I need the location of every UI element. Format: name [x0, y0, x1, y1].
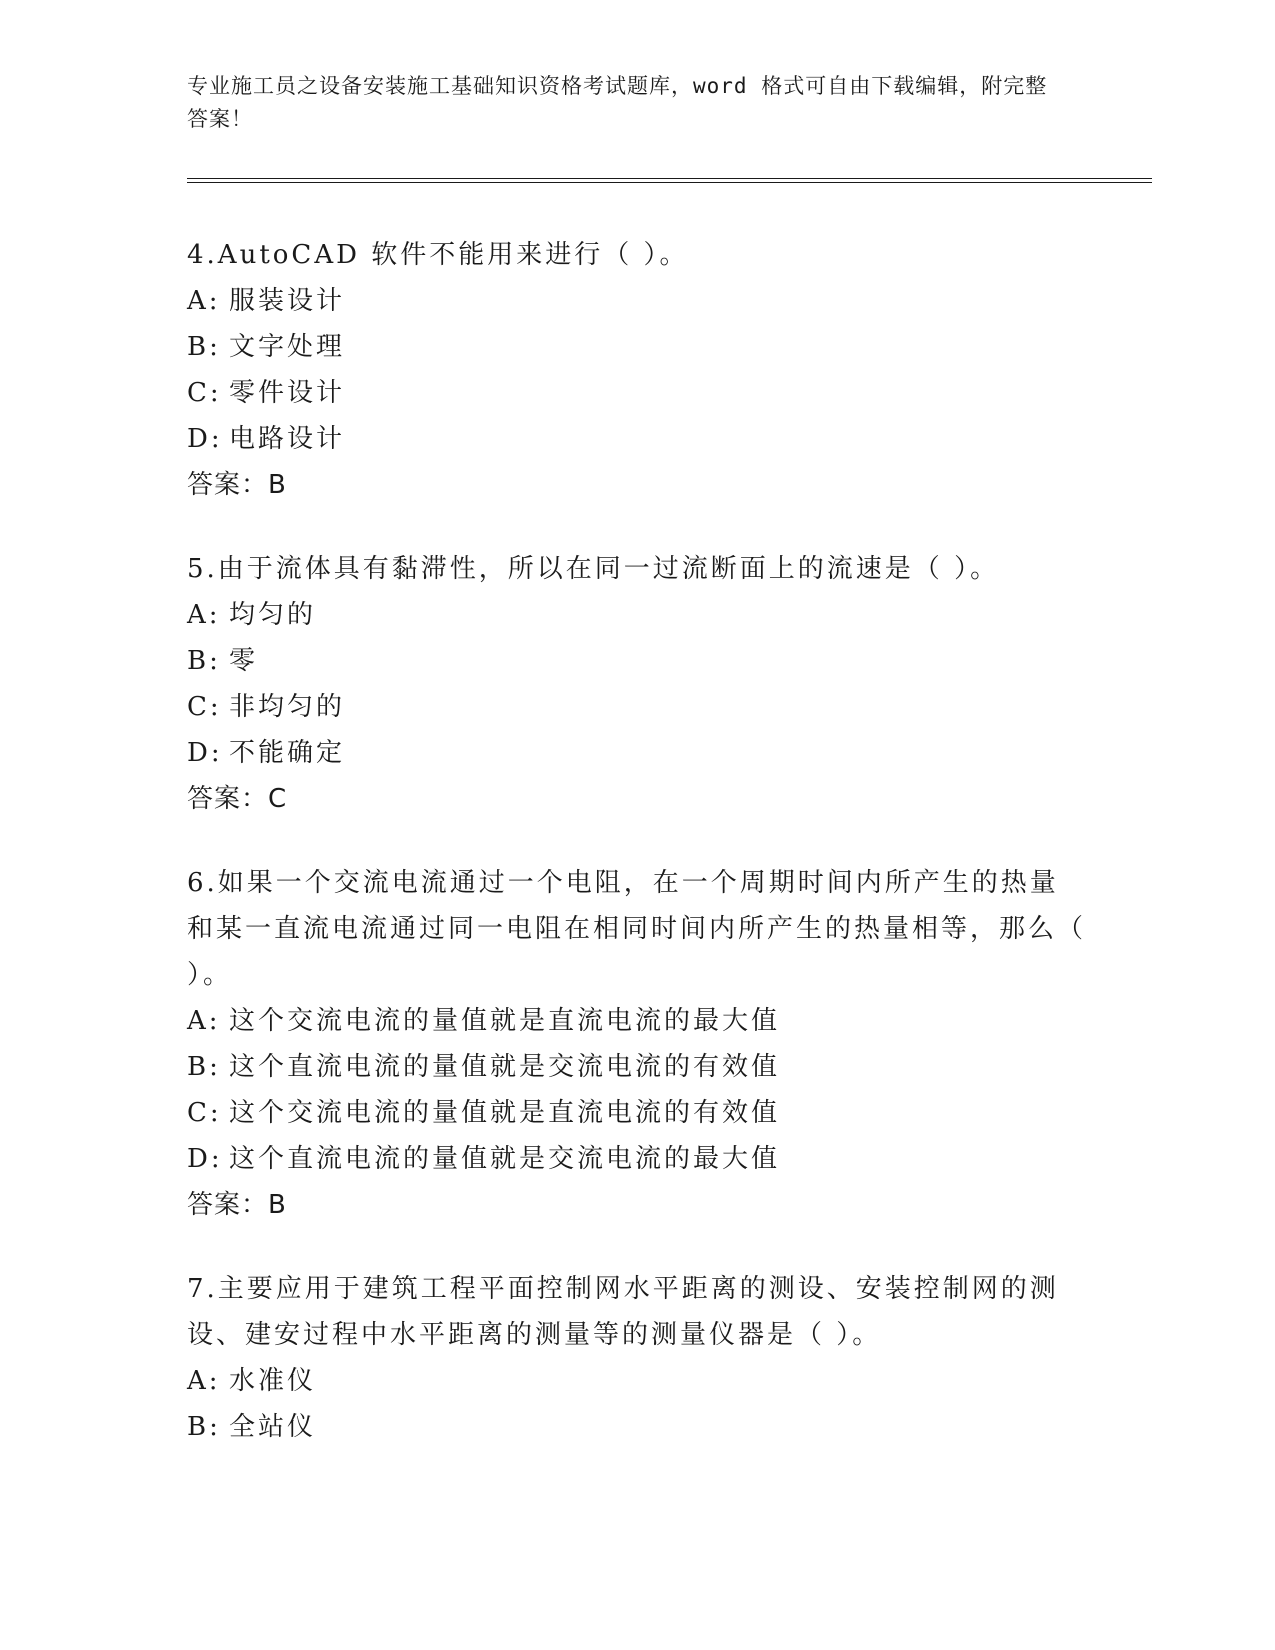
- question-stem: 6.如果一个交流电流通过一个电阻，在一个周期时间内所产生的热量和某一直流电流通过同一电阻在相同时间内所产生的热量相等，那么（ ）。: [187, 868, 1087, 990]
- question-list: [187, 232, 1087, 1488]
- option-letter: B:: [187, 1412, 221, 1442]
- option-b: [187, 1044, 1087, 1090]
- rule-line-top: [187, 178, 1152, 179]
- option-a: [187, 592, 1087, 638]
- option-letter: D:: [187, 738, 223, 768]
- option-d: [187, 1136, 1087, 1182]
- option-text: 服装设计: [229, 286, 346, 316]
- option-text: 零: [229, 646, 259, 676]
- option-letter: D:: [187, 424, 223, 454]
- option-letter: C:: [187, 1098, 222, 1128]
- document-header-text: 专业施工员之设备安装施工基础知识资格考试题库，word 格式可自由下载编辑，附完整答案！: [187, 74, 1048, 131]
- option-letter: A:: [187, 1006, 221, 1036]
- option-text: 非均匀的: [229, 692, 346, 722]
- option-c: [187, 684, 1087, 730]
- option-text: 零件设计: [229, 378, 346, 408]
- question-7: [187, 1266, 1087, 1450]
- option-c: [187, 1090, 1087, 1136]
- option-text: 这个直流电流的量值就是交流电流的有效值: [229, 1052, 781, 1082]
- option-b: [187, 638, 1087, 684]
- option-text: 这个直流电流的量值就是交流电流的最大值: [229, 1144, 781, 1174]
- question-stem: 4.AutoCAD 软件不能用来进行（ ）。: [187, 240, 689, 270]
- option-letter: A:: [187, 1366, 221, 1396]
- question-6: [187, 860, 1087, 1228]
- option-d: [187, 730, 1087, 776]
- option-letter: A:: [187, 600, 221, 630]
- option-text: 这个交流电流的量值就是直流电流的最大值: [229, 1006, 781, 1036]
- option-letter: A:: [187, 286, 221, 316]
- option-text: 这个交流电流的量值就是直流电流的有效值: [229, 1098, 781, 1128]
- header-double-rule: [187, 178, 1152, 184]
- question-stem: 5.由于流体具有黏滞性，所以在同一过流断面上的流速是（ ）。: [187, 554, 1000, 584]
- option-text: 文字处理: [229, 332, 346, 362]
- option-d: [187, 416, 1087, 462]
- option-b: [187, 1404, 1087, 1450]
- option-b: [187, 324, 1087, 370]
- option-letter: B:: [187, 1052, 221, 1082]
- option-text: 均匀的: [229, 600, 317, 630]
- option-a: [187, 998, 1087, 1044]
- option-letter: B:: [187, 646, 221, 676]
- option-letter: C:: [187, 692, 222, 722]
- question-5: [187, 546, 1087, 822]
- option-letter: D:: [187, 1144, 223, 1174]
- answer-line: 答案：B: [187, 470, 287, 500]
- option-letter: B:: [187, 332, 221, 362]
- question-stem: 7.主要应用于建筑工程平面控制网水平距离的测设、安装控制网的测设、建安过程中水平距离的测量等的测量仪器是（ ）。: [187, 1274, 1059, 1350]
- rule-line-bottom: [187, 182, 1152, 183]
- answer-line: 答案：B: [187, 1190, 287, 1220]
- question-4: [187, 232, 1087, 508]
- answer-line: 答案：C: [187, 784, 288, 814]
- option-text: 电路设计: [229, 424, 346, 454]
- option-letter: C:: [187, 378, 222, 408]
- option-text: 全站仪: [229, 1412, 317, 1442]
- option-text: 不能确定: [229, 738, 346, 768]
- option-a: [187, 278, 1087, 324]
- option-text: 水准仪: [229, 1366, 317, 1396]
- option-a: [187, 1358, 1087, 1404]
- option-c: [187, 370, 1087, 416]
